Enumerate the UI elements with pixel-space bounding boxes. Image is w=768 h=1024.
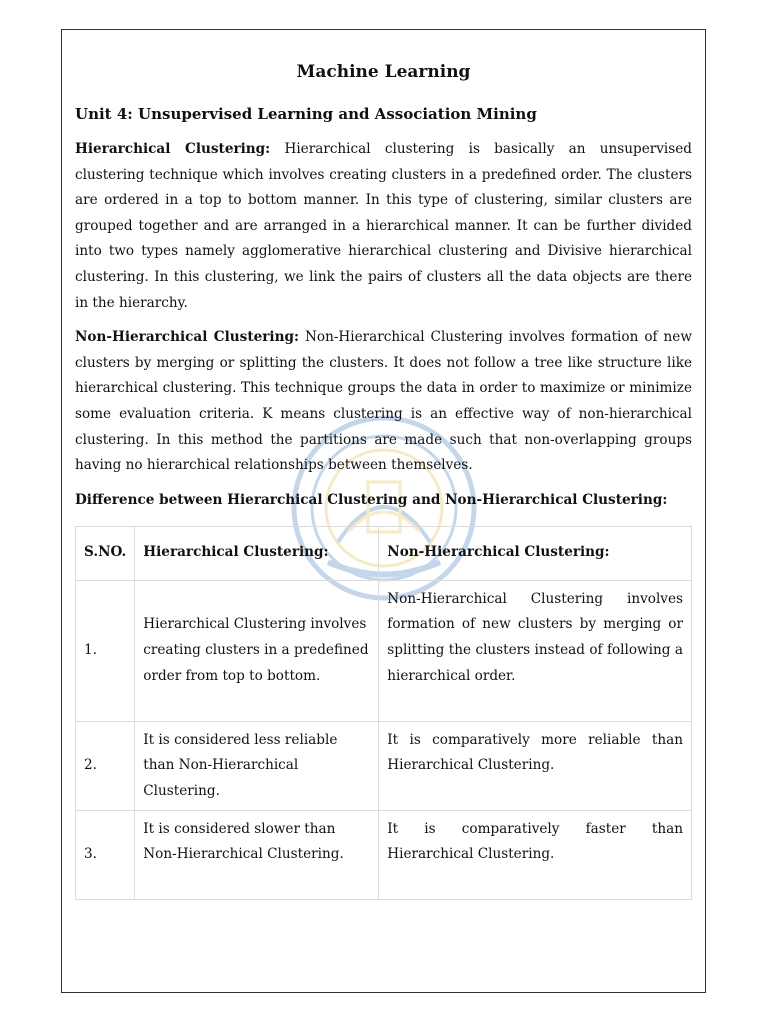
row-hierarchical-cell: It is considered less reliable than Non-Hierarchical Clustering. (135, 721, 379, 810)
unit-heading: Unit 4: Unsupervised Learning and Association Mining (75, 105, 537, 123)
hierarchical-term: Hierarchical Clustering: (75, 141, 271, 157)
document-title: Machine Learning (296, 62, 471, 82)
non-hierarchical-text: Non-Hierarchical Clustering involves formation of new clusters by merging or splitting the clusters. It does not follow a tree like structure like hierarchical clustering. This technique groups the data in order to maximize or minimize some evaluation criteria. K means clustering is an effective way of non-hierarchical clustering. In this method the partitions are made such that non-overlapping groups having no hierarchical relationships between themselves. (75, 329, 692, 474)
row-sno: 2. (76, 721, 135, 810)
row-sno: 3. (76, 810, 135, 899)
non-hierarchical-paragraph (75, 325, 692, 479)
header-non-hierarchical: Non-Hierarchical Clustering: (379, 526, 692, 580)
hierarchical-text: Hierarchical clustering is basically an unsupervised clustering technique which involves creating clusters in a predefined order. The clusters are ordered in a top to bottom manner. In this type of clustering, similar clusters are grouped together and are arranged in a hierarchical manner. It can be further divided into two types namely agglomerative hierarchical clustering and Divisive hierarchical clustering. In this clustering, we link the pairs of clusters all the data objects are there in the hierarchy. (75, 141, 693, 311)
row-sno: 1. (76, 580, 135, 721)
row-hierarchical-cell: Hierarchical Clustering involves creating clusters in a predefined order from top to bottom. (135, 580, 379, 721)
hierarchical-paragraph (75, 137, 692, 316)
document-body (75, 58, 692, 900)
comparison-table (75, 526, 692, 900)
table-row (76, 810, 692, 899)
header-hierarchical: Hierarchical Clustering: (135, 526, 379, 580)
non-hierarchical-term: Non-Hierarchical Clustering: (75, 329, 299, 346)
difference-heading: Difference between Hierarchical Clustering and Non-Hierarchical Clustering: (75, 491, 668, 508)
table-header-row (76, 526, 692, 580)
header-sno: S.NO. (76, 526, 135, 580)
table-row (76, 580, 692, 721)
row-non-hierarchical-cell: It is comparatively faster than Hierarchical Clustering. (379, 810, 692, 899)
row-hierarchical-cell: It is considered slower than Non-Hierarchical Clustering. (135, 810, 379, 899)
row-non-hierarchical-cell: It is comparatively more reliable than Hierarchical Clustering. (379, 721, 692, 810)
row-non-hierarchical-cell: Non-Hierarchical Clustering involves formation of new clusters by merging or splitting the clusters instead of following a hierarchical order. (379, 580, 692, 721)
table-row (76, 721, 692, 810)
